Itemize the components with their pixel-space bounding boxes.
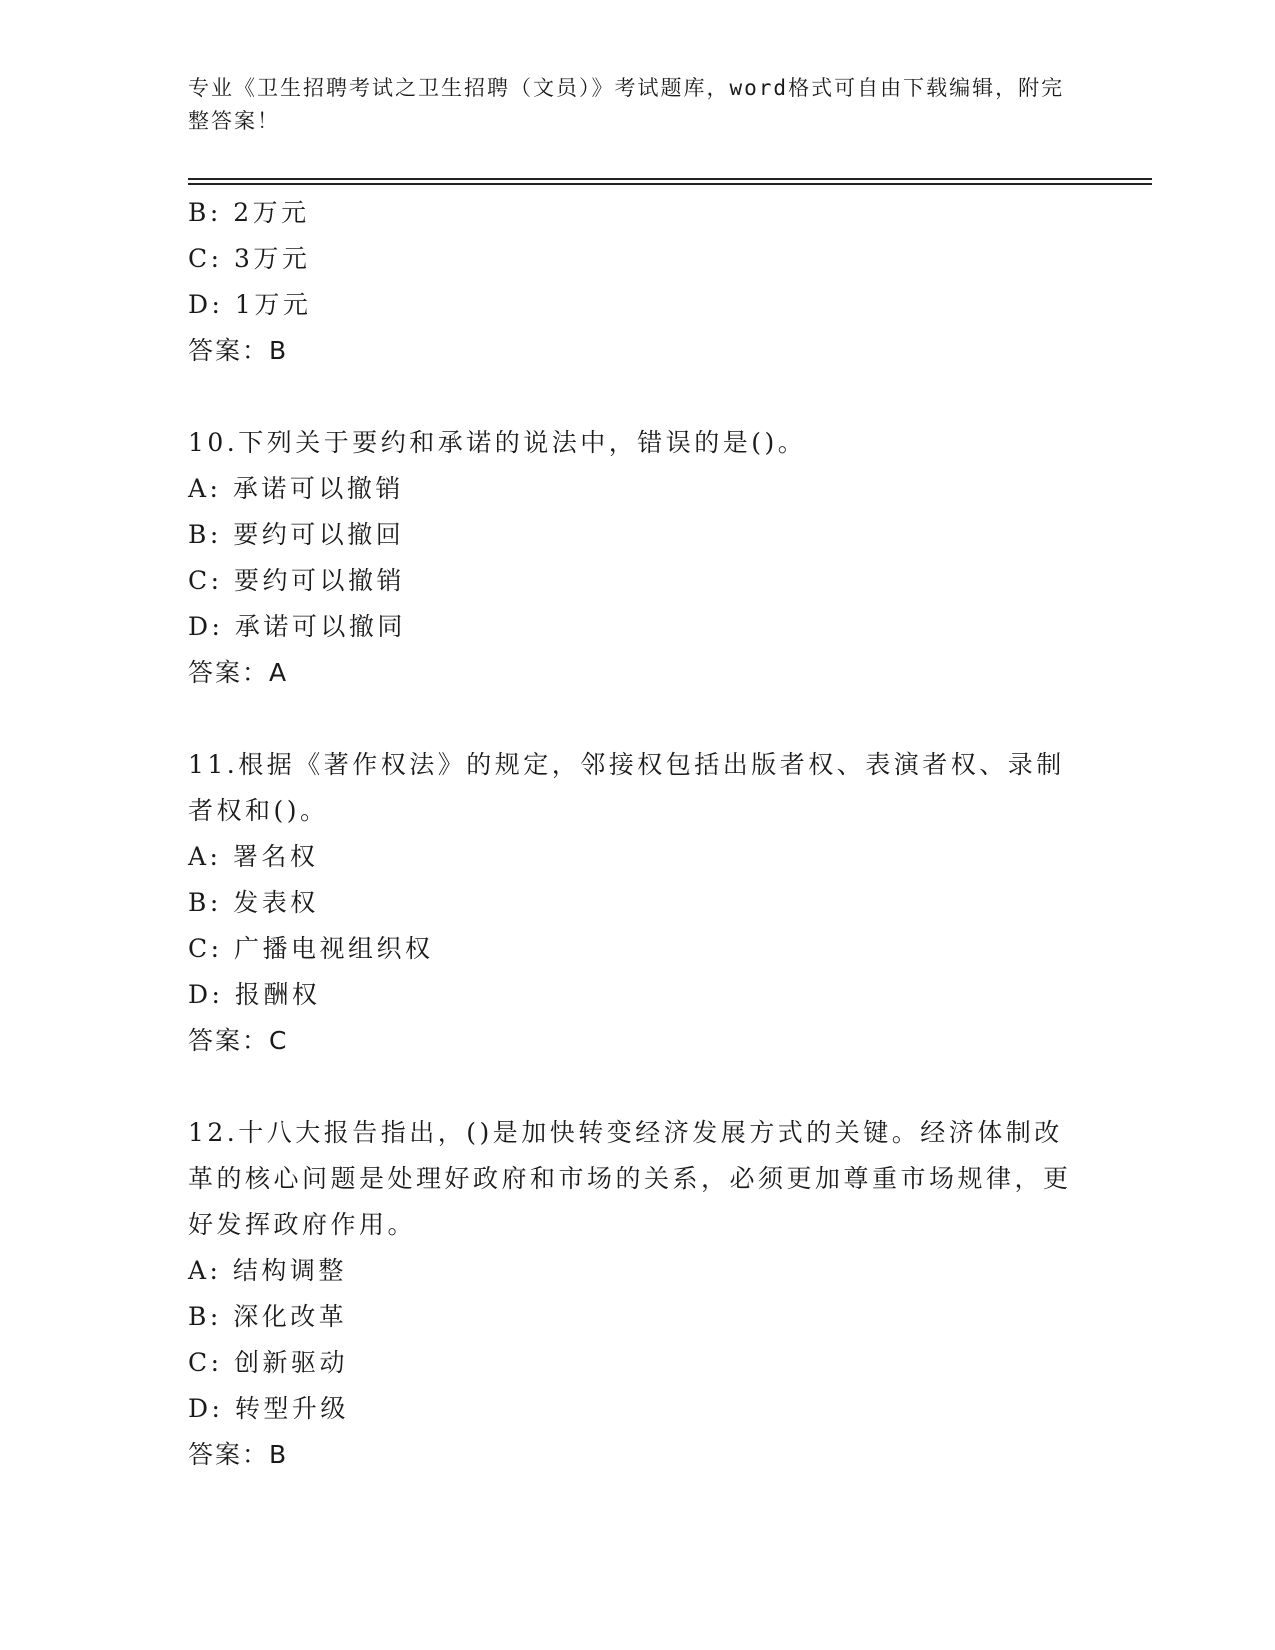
option-d: D: 1万元 — [188, 290, 312, 319]
answer-line: 答案：B — [188, 336, 289, 365]
option-a: A: 承诺可以撤销 — [188, 474, 404, 503]
question-block-prev — [188, 190, 1088, 374]
question-text: 11.根据《著作权法》的规定，邻接权包括出版者权、表演者权、录制者权和()。 — [188, 750, 1065, 825]
question-block-11 — [188, 742, 1088, 1064]
option-b: B: 要约可以撤回 — [188, 520, 405, 549]
answer-line: 答案：C — [188, 1026, 289, 1055]
question-list — [188, 190, 1088, 1478]
option-c: C: 广播电视组织权 — [188, 934, 434, 963]
option-a: A: 署名权 — [188, 842, 319, 871]
question-text: 10.下列关于要约和承诺的说法中，错误的是()。 — [188, 428, 807, 457]
header-divider-top — [188, 178, 1152, 180]
question-block-10 — [188, 420, 1088, 696]
option-b: B: 深化改革 — [188, 1302, 348, 1331]
option-c: C: 3万元 — [188, 244, 311, 273]
question-text: 12.十八大报告指出，()是加快转变经济发展方式的关键。经济体制改革的核心问题是处理好政府和市场的关系，必须更加尊重市场规律，更好发挥政府作用。 — [188, 1118, 1072, 1239]
option-d: D: 转型升级 — [188, 1394, 349, 1423]
answer-line: 答案：B — [188, 1440, 289, 1469]
question-block-12 — [188, 1110, 1088, 1478]
answer-line: 答案：A — [188, 658, 289, 687]
option-d: D: 承诺可以撤同 — [188, 612, 406, 641]
document-header: 专业《卫生招聘考试之卫生招聘（文员）》考试题库，word格式可自由下载编辑，附完整答案！ — [188, 76, 1065, 133]
option-a: A: 结构调整 — [188, 1256, 347, 1285]
header-divider-bottom — [188, 183, 1152, 185]
option-c: C: 要约可以撤销 — [188, 566, 405, 595]
option-d: D: 报酬权 — [188, 980, 321, 1009]
option-c: C: 创新驱动 — [188, 1348, 348, 1377]
option-b: B: 发表权 — [188, 888, 319, 917]
option-b: B: 2万元 — [188, 198, 310, 227]
